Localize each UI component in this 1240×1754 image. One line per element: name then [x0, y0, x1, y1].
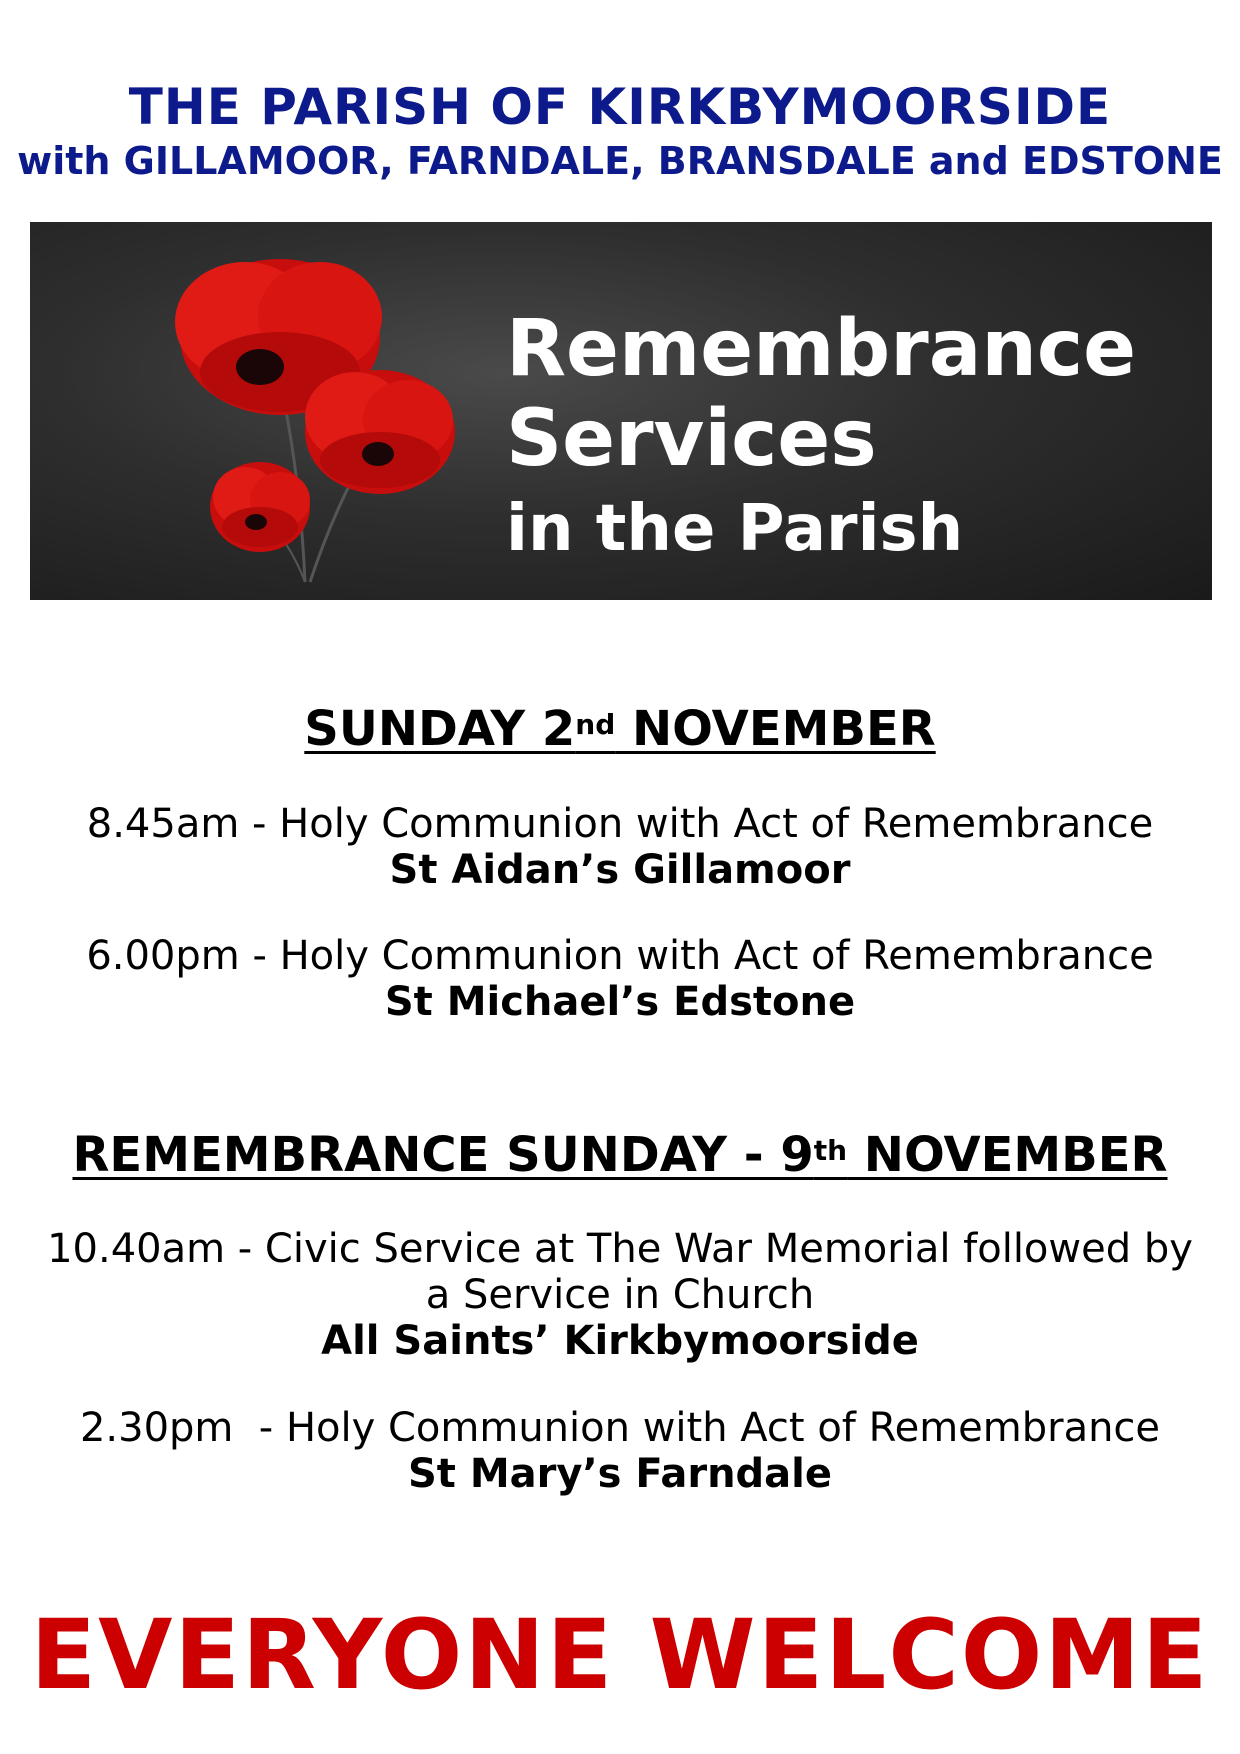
service-venue: St Michael’s Edstone [384, 979, 856, 1025]
heading-text: SUNDAY 2 [304, 701, 576, 757]
service-item [0, 1405, 1240, 1497]
heading-text-suffix: NOVEMBER [847, 1127, 1168, 1183]
banner-line-3: in the Parish [506, 492, 964, 566]
service-venue: St Mary’s Farndale [407, 1451, 833, 1497]
red-poppies-icon [130, 242, 470, 592]
everyone-welcome: EVERYONE WELCOME [30, 1599, 1210, 1711]
section-heading-sunday-2nd [0, 700, 1240, 758]
service-description: 8.45am - Holy Communion with Act of Remembrance [86, 801, 1154, 847]
remembrance-banner [30, 222, 1212, 600]
parish-subtitle: with GILLAMOOR, FARNDALE, BRANSDALE and EDSTONE [17, 139, 1223, 183]
service-description: 6.00pm - Holy Communion with Act of Remembrance [86, 933, 1154, 979]
banner-line-1: Remembrance [506, 304, 1137, 394]
service-item [0, 1226, 1240, 1364]
heading-text: REMEMBRANCE SUNDAY - 9 [72, 1127, 814, 1183]
heading-ordinal: nd [575, 708, 616, 741]
service-item [0, 933, 1240, 1025]
heading-text-suffix: NOVEMBER [615, 701, 936, 757]
banner-line-2: Services [506, 394, 877, 484]
service-description: 10.40am - Civic Service at The War Memorial followed by [47, 1226, 1193, 1272]
service-description: 2.30pm - Holy Communion with Act of Remembrance [79, 1405, 1161, 1451]
heading-ordinal: th [813, 1134, 848, 1167]
parish-title: THE PARISH OF KIRKBYMOORSIDE [128, 78, 1112, 136]
service-description-cont: a Service in Church [425, 1272, 815, 1318]
banner-text [506, 304, 1136, 574]
service-venue: All Saints’ Kirkbymoorside [321, 1318, 919, 1364]
service-venue: St Aidan’s Gillamoor [389, 847, 851, 893]
service-item [0, 801, 1240, 893]
section-heading-remembrance-sunday [0, 1126, 1240, 1184]
parish-header [0, 78, 1240, 186]
